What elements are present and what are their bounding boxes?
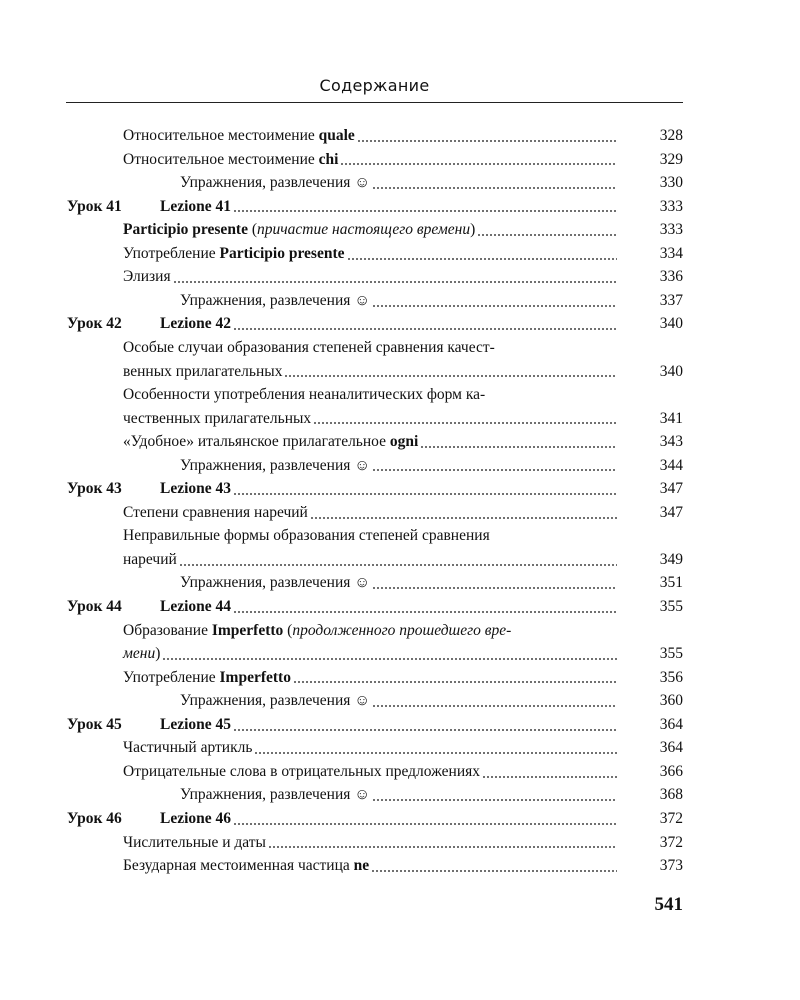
dot-leader (268, 845, 617, 849)
entry-title (180, 289, 370, 313)
header-rule (66, 102, 683, 103)
entry-page-number: 328 (659, 127, 683, 144)
dot-leader (233, 209, 617, 213)
entry-title (123, 407, 311, 431)
entry-page-number: 333 (659, 197, 683, 215)
entry-page-number: 366 (659, 762, 683, 780)
title-segment: Lezione 42 (160, 315, 232, 333)
toc-entry (123, 760, 683, 784)
title-segment: наречий (123, 550, 177, 568)
toc-entry (123, 736, 683, 760)
entry-title (123, 548, 177, 572)
title-segment: Lezione 46 (160, 809, 232, 827)
title-segment: quale (318, 127, 355, 144)
title-segment: ) (155, 645, 161, 663)
entry-title (67, 195, 231, 219)
entry-page-number: 349 (659, 550, 683, 568)
title-segment: chi (318, 150, 339, 168)
entry-page-number: 355 (659, 598, 683, 615)
lesson-label: Урок 46 (67, 809, 122, 827)
entry-title (67, 595, 231, 619)
title-segment: Степени сравнения наречий (123, 503, 308, 521)
title-segment: ( (283, 621, 293, 639)
lesson-label: Урок 44 (67, 598, 122, 615)
title-segment: Образование (123, 621, 212, 639)
page-number: 541 (654, 894, 683, 915)
title-segment: ogni (389, 433, 419, 451)
title-segment: Особые случаи образования степеней сравнения качест- (123, 338, 495, 356)
dot-leader (293, 680, 617, 684)
running-header: Содержание (319, 76, 430, 95)
dot-leader (372, 798, 617, 802)
title-segment: Употребление (123, 668, 220, 686)
toc-entry (123, 124, 683, 148)
title-segment: Lezione 45 (160, 715, 232, 733)
title-segment: «Удобное» итальянское прилагательное (123, 433, 390, 451)
title-segment: Числительные и даты (123, 833, 266, 851)
title-segment: Отрицательные слова в отрицательных предложениях (123, 762, 480, 780)
entry-title (123, 148, 338, 172)
dot-leader (420, 445, 617, 449)
title-segment: Безударная местоименная частица (123, 857, 354, 875)
toc-lesson-entry (67, 595, 683, 619)
entry-title (123, 336, 495, 360)
title-segment: ) (470, 221, 476, 239)
title-segment: венных прилагательных (123, 362, 283, 380)
dot-leader (233, 327, 617, 331)
title-segment: причастие настоящего времени (257, 221, 471, 239)
dot-leader (254, 751, 617, 755)
toc-entry (123, 148, 683, 172)
lesson-label: Урок 41 (67, 197, 122, 215)
entry-title (123, 524, 490, 548)
dot-leader (372, 186, 617, 190)
entry-title (180, 571, 370, 595)
dot-leader (371, 869, 617, 873)
title-segment: Упражнения, развлечения ☺ (180, 291, 371, 309)
dot-leader (372, 468, 617, 472)
entry-page-number: 372 (659, 833, 683, 851)
entry-page-number: 340 (659, 315, 683, 333)
title-segment: Упражнения, развлечения ☺ (180, 692, 371, 710)
dot-leader (162, 657, 617, 661)
toc-entry (123, 854, 683, 878)
toc-entry (123, 524, 620, 548)
entry-page-number: 333 (659, 221, 683, 239)
entry-title (123, 854, 369, 878)
entry-page-number: 330 (659, 174, 683, 192)
title-segment: Participio presente (219, 244, 345, 262)
entry-page-number: 336 (659, 268, 683, 286)
entry-title (123, 265, 171, 289)
toc-entry (180, 171, 683, 195)
entry-page-number: 364 (659, 739, 683, 757)
title-segment: Упражнения, развлечения ☺ (180, 174, 371, 192)
title-segment: Относительное местоимение (123, 150, 319, 168)
toc-entry (123, 218, 683, 242)
dot-leader (233, 822, 617, 826)
lesson-label: Урок 45 (67, 715, 122, 733)
entry-page-number: 340 (659, 362, 683, 380)
dot-leader (372, 586, 617, 590)
dot-leader (372, 304, 617, 308)
toc-entry (123, 336, 620, 360)
title-segment: Imperfetto (211, 621, 284, 639)
entry-title (123, 760, 480, 784)
entry-title (180, 783, 370, 807)
entry-title (123, 218, 475, 242)
entry-title (123, 666, 291, 690)
dot-leader (310, 516, 617, 520)
dot-leader (233, 728, 617, 732)
entry-title (123, 430, 418, 454)
entry-page-number: 343 (659, 433, 683, 451)
title-segment: Упражнения, развлечения ☺ (180, 786, 371, 804)
dot-leader (482, 775, 617, 779)
title-segment: Lezione 41 (160, 197, 232, 215)
toc-entry (123, 383, 620, 407)
title-segment: Особенности употребления неаналитических форм ка- (123, 386, 486, 404)
entry-page-number: 356 (659, 668, 683, 686)
title-segment: ne (353, 857, 370, 875)
toc-entry (180, 289, 683, 313)
entry-title (123, 831, 266, 855)
entry-title (123, 736, 252, 760)
entry-title (180, 171, 370, 195)
toc-entry (180, 454, 683, 478)
entry-title (123, 642, 160, 666)
dot-leader (357, 139, 617, 143)
toc-entry (123, 666, 683, 690)
lesson-label: Урок 42 (67, 315, 122, 333)
title-segment: Относительное местоимение (123, 127, 319, 144)
entry-page-number: 364 (659, 715, 683, 733)
entry-title (123, 124, 355, 148)
title-segment: Неправильные формы образования степеней сравнения (123, 527, 490, 545)
title-segment: мени (123, 645, 156, 663)
entry-page-number: 341 (659, 409, 683, 427)
toc-entry (123, 242, 683, 266)
entry-title (123, 619, 511, 643)
dot-leader (179, 563, 617, 567)
toc-entry (123, 430, 683, 454)
toc-entry (123, 407, 683, 431)
title-segment: продолженного прошедшего вре- (292, 621, 512, 639)
entry-page-number: 334 (659, 244, 683, 262)
title-segment: ( (247, 221, 258, 239)
dot-leader (340, 162, 617, 166)
entry-page-number: 347 (659, 480, 683, 498)
entry-title (180, 454, 370, 478)
entry-title (123, 242, 345, 266)
toc-lesson-entry (67, 195, 683, 219)
toc-lesson-entry (67, 312, 683, 336)
entry-title (67, 807, 231, 831)
entry-page-number: 360 (659, 692, 683, 710)
title-segment: Элизия (123, 268, 171, 286)
toc-entry (123, 265, 683, 289)
title-segment: Употребление (123, 244, 220, 262)
dot-leader (372, 704, 617, 708)
dot-leader (173, 280, 617, 284)
entry-title (123, 501, 308, 525)
entry-page-number: 329 (659, 150, 683, 168)
entry-page-number: 337 (659, 291, 683, 309)
toc-entry (123, 548, 683, 572)
toc-entry (123, 501, 683, 525)
title-segment: Participio presente (123, 221, 248, 239)
title-segment: Lezione 44 (160, 598, 232, 615)
toc-entry (123, 360, 683, 384)
entry-title (123, 360, 282, 384)
entry-page-number: 355 (659, 645, 683, 663)
toc-lesson-entry (67, 713, 683, 737)
dot-leader (313, 421, 617, 425)
entry-page-number: 368 (659, 786, 683, 804)
entry-page-number: 351 (659, 574, 683, 592)
toc-entry (123, 619, 620, 643)
entry-page-number: 373 (659, 857, 683, 875)
lesson-label: Урок 43 (67, 480, 122, 498)
dot-leader (347, 257, 618, 261)
toc-lesson-entry (67, 807, 683, 831)
toc-entry (123, 831, 683, 855)
entry-title (67, 312, 231, 336)
entry-title (180, 689, 370, 713)
toc-entry (123, 642, 683, 666)
dot-leader (233, 492, 617, 496)
title-segment: Imperfetto (219, 668, 291, 686)
toc-entry (180, 689, 683, 713)
toc-entry (180, 571, 683, 595)
title-segment: Частичный артикль (123, 739, 253, 757)
toc-entry (180, 783, 683, 807)
entry-page-number: 344 (659, 456, 683, 474)
dot-leader (284, 374, 617, 378)
entry-title (67, 713, 231, 737)
toc-lesson-entry (67, 477, 683, 501)
title-segment: Lezione 43 (160, 480, 232, 498)
entry-title (123, 383, 485, 407)
entry-title (67, 477, 231, 501)
title-segment: чественных прилагательных (123, 409, 312, 427)
title-segment: Упражнения, развлечения ☺ (180, 574, 371, 592)
dot-leader (477, 233, 617, 237)
dot-leader (233, 610, 617, 614)
entry-page-number: 347 (659, 503, 683, 521)
title-segment: Упражнения, развлечения ☺ (180, 456, 371, 474)
entry-page-number: 372 (659, 809, 683, 827)
